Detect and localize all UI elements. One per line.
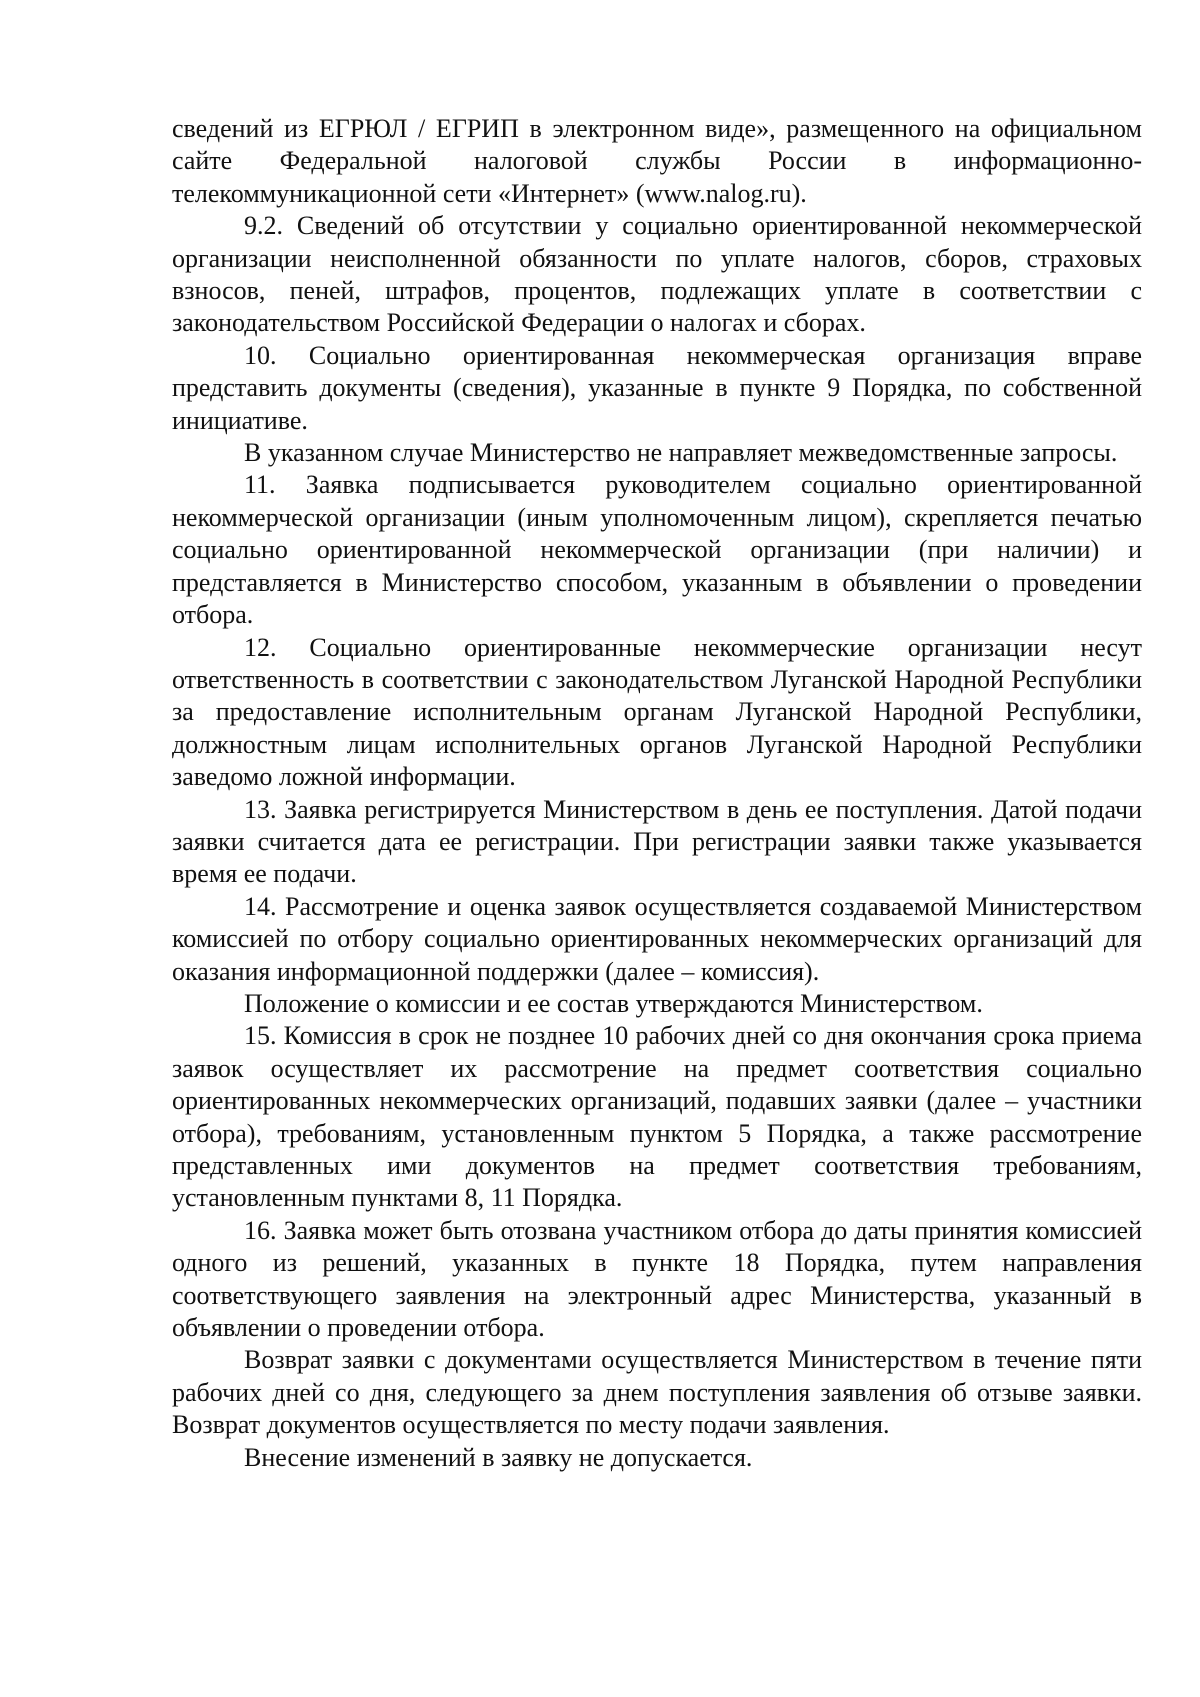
document-page: [172, 113, 1142, 1474]
paragraph-14-commission: 14. Рассмотрение и оценка заявок осуществляется создаваемой Министерством комиссией по отбору социально ориентированных некоммерческих организаций для оказания информационной поддержки (далее – комиссия).: [172, 891, 1142, 986]
paragraph-10-own-initiative: 10. Социально ориентированная некоммерческая организация вправе представить документы (сведения), указанные в пункте 9 Порядка, по собственной инициативе.: [172, 340, 1142, 435]
paragraph-9-2-tax-debt: 9.2. Сведений об отсутствии у социально ориентированной некоммерческой организации неисполненной обязанности по уплате налогов, сборов, страховых взносов, пеней, штрафов, процентов, подлежащих уплате в соответствии с законодательством Российской Федерации о налогах и сборах.: [172, 211, 1142, 338]
paragraph-11-application-signing: 11. Заявка подписывается руководителем социально ориентированной некоммерческой организации (иным уполномоченным лицом), скрепляется печатью социально ориентированной некоммерческой организации (при наличии) и представляется в Министерство способом, указанным в объявлении о проведении отбора.: [172, 470, 1142, 630]
paragraph-16-withdrawal: 16. Заявка может быть отозвана участником отбора до даты принятия комиссией одного из решений, указанных в пункте 18 Порядка, путем направления соответствующего заявления на электронный адрес Министерства, указанный в объявлении о проведении отбора.: [172, 1215, 1142, 1343]
paragraph-14-commission-regulation: Положение о комиссии и ее состав утверждаются Министерством.: [244, 988, 983, 1018]
paragraph-16-no-changes: Внесение изменений в заявку не допускается.: [244, 1442, 753, 1472]
paragraph-12-responsibility: 12. Социально ориентированные некоммерческие организации несут ответственность в соответствии с законодательством Луганской Народной Республики за предоставление исполнительным органам Луганской Народной Республики, должностным лицам исполнительных органов Луганской Народной Республики заведомо ложной информации.: [172, 632, 1142, 792]
paragraph-16-return-of-application: Возврат заявки с документами осуществляется Министерством в течение пяти рабочих дней со дня, следующего за днем поступления заявления об отзыве заявки. Возврат документов осуществляется по месту подачи заявления.: [172, 1345, 1142, 1440]
paragraph-13-registration: 13. Заявка регистрируется Министерством в день ее поступления. Датой подачи заявки считается дата ее регистрации. При регистрации заявки также указывается время ее подачи.: [172, 794, 1142, 889]
paragraph-egrul-continuation: сведений из ЕГРЮЛ / ЕГРИП в электронном виде», размещенного на официальном сайте Федеральной налоговой службы России в информационно-телекоммуникационной сети «Интернет» (www.nalog.ru).: [172, 114, 1142, 208]
paragraph-15-review: 15. Комиссия в срок не позднее 10 рабочих дней со дня окончания срока приема заявок осуществляет их рассмотрение на предмет соответствия социально ориентированных некоммерческих организаций, подавших заявки (далее – участники отбора), требованиям, установленным пунктом 5 Порядка, а также рассмотрение представленных ими документов на предмет соответствия требованиям, установленным пунктами 8, 11 Порядка.: [172, 1021, 1142, 1213]
paragraph-10-no-interagency-requests: В указанном случае Министерство не направляет межведомственные запросы.: [244, 438, 1118, 468]
